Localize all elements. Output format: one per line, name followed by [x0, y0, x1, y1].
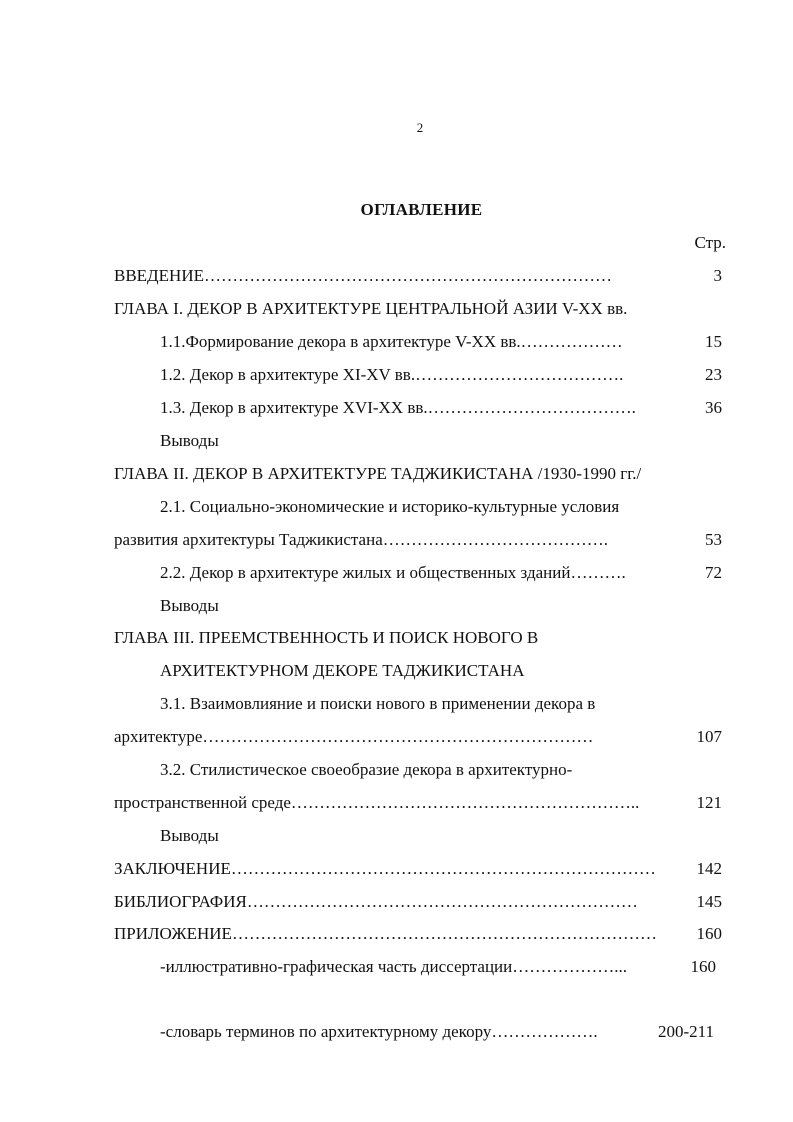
toc-entry-text: развития архитектуры Таджикистана: [114, 530, 383, 549]
toc-entry-text: пространственной среде: [114, 793, 291, 812]
page-column-label: Стр.: [694, 233, 726, 252]
toc-entry-page: 72: [705, 563, 722, 582]
toc-entry-text: ЗАКЛЮЧЕНИЕ: [114, 859, 231, 878]
toc-leader-dots: ………………: [520, 332, 623, 351]
toc-leader-dots: ………………...: [512, 957, 628, 976]
toc-entry-page: 15: [705, 332, 722, 351]
toc-entry-text: -иллюстративно-графическая часть диссертации: [160, 957, 513, 976]
toc-entry-page: 160: [696, 924, 722, 943]
toc-entry-page: 142: [696, 859, 722, 878]
toc-entry-2-1: [160, 495, 619, 519]
toc-chapter-1: [114, 297, 627, 321]
toc-chapter-3: [114, 626, 538, 650]
toc-entry-3-2-continued: [114, 791, 639, 815]
toc-entry-text: 2.1. Социально-экономические и историко-культурные условия: [160, 497, 620, 516]
toc-entry-text: ГЛАВА II. ДЕКОР В АРХИТЕКТУРЕ ТАДЖИКИСТАНА /1930-1990 гг./: [114, 464, 642, 483]
toc-entry-1-2: [160, 363, 623, 387]
toc-entry-text: архитектуре: [114, 727, 203, 746]
toc-entry-page: 200-211: [657, 1022, 714, 1041]
toc-chapter-3-continued: [160, 659, 525, 683]
toc-title: ОГЛАВЛЕНИЕ: [360, 200, 483, 219]
toc-entry-text: 3.1. Взаимовлияние и поиски нового в применении декора в: [160, 694, 596, 713]
toc-entry-page: 53: [705, 530, 722, 549]
toc-leader-dots: ……………………………………………………..: [290, 793, 640, 812]
toc-entry-bibliography: [114, 890, 638, 914]
toc-entry-page: 145: [696, 892, 722, 911]
toc-entry-3-2: [160, 758, 572, 782]
toc-entry-text: -словарь терминов по архитектурному декору: [160, 1022, 492, 1041]
toc-entry-text: Выводы: [160, 826, 219, 845]
toc-entry-text: 1.1.Формирование декора в архитектуре V-XX вв.: [160, 332, 521, 351]
toc-leader-dots: ……………………………….: [415, 365, 624, 384]
toc-entry-text: Выводы: [160, 596, 219, 615]
toc-entry-conclusion: [114, 857, 656, 881]
toc-entry-text: Выводы: [160, 431, 219, 450]
toc-leader-dots: ……………………………………………………………: [202, 727, 594, 746]
toc-entry-text: ГЛАВА I. ДЕКОР В АРХИТЕКТУРЕ ЦЕНТРАЛЬНОЙ АЗИИ V-XX вв.: [114, 299, 628, 318]
toc-leader-dots: …………………………………………………………………: [231, 924, 657, 943]
toc-entry-page: 121: [696, 793, 722, 812]
toc-entry-text: ГЛАВА III. ПРЕЕМСТВЕННОСТЬ И ПОИСК НОВОГО В: [114, 628, 539, 647]
toc-entry-page: 160: [690, 957, 716, 976]
toc-leader-dots: ……………………………….: [427, 398, 636, 417]
toc-leader-dots: …………………………………………………………………: [230, 859, 656, 878]
toc-entry-text: 2.2. Декор в архитектуре жилых и общественных зданий: [160, 563, 571, 582]
toc-entry-introduction: [114, 264, 612, 288]
toc-entry-2-2: [160, 561, 626, 585]
toc-entry-text: ПРИЛОЖЕНИЕ: [114, 924, 232, 943]
toc-entry-1-3: [160, 396, 636, 420]
toc-leader-dots: ………………………………………………………………: [203, 266, 612, 285]
toc-entry-page: 107: [696, 727, 722, 746]
toc-entry-conclusions-1: [160, 429, 219, 453]
toc-chapter-2: [114, 462, 641, 486]
toc-leader-dots: ……………………………………………………………: [246, 892, 638, 911]
toc-entry-text: БИБЛИОГРАФИЯ: [114, 892, 247, 911]
toc-entry-conclusions-3: [160, 824, 219, 848]
page-number: 2: [416, 120, 424, 135]
toc-entry-appendix-illustrations: [160, 955, 627, 979]
toc-leader-dots: ……….: [570, 563, 626, 582]
toc-entry-text: 3.2. Стилистическое своеобразие декора в архитектурно-: [160, 760, 573, 779]
toc-entry-3-1-continued: [114, 725, 593, 749]
toc-entry-page: 23: [705, 365, 722, 384]
toc-entry-3-1: [160, 692, 595, 716]
toc-entry-text: АРХИТЕКТУРНОМ ДЕКОРЕ ТАДЖИКИСТАНА: [160, 661, 525, 680]
toc-entry-2-1-continued: [114, 528, 608, 552]
toc-entry-text: 1.2. Декор в архитектуре XI-XV вв.: [160, 365, 416, 384]
toc-entry-text: 1.3. Декор в архитектуре XVI-XX вв.: [160, 398, 428, 417]
toc-entry-page: 3: [713, 266, 722, 285]
toc-entry-appendix-glossary: [160, 1020, 598, 1044]
toc-entry-text: ВВЕДЕНИЕ: [114, 266, 204, 285]
toc-entry-conclusions-2: [160, 594, 219, 618]
toc-leader-dots: ………………………………….: [382, 530, 608, 549]
toc-entry-1-1: [160, 330, 623, 354]
toc-leader-dots: ……………….: [491, 1022, 598, 1041]
toc-entry-page: 36: [705, 398, 722, 417]
toc-entry-appendix: [114, 922, 657, 946]
